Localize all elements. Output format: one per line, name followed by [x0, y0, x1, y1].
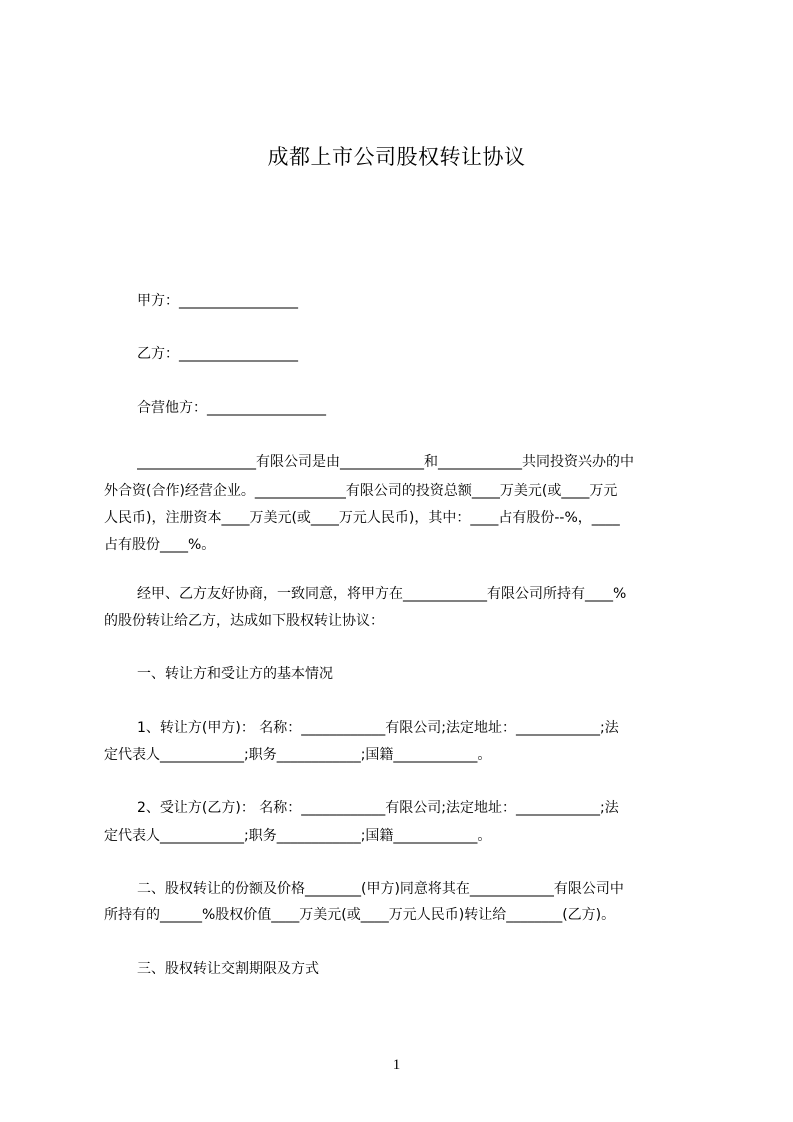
- transferor-line-2: 定代表人____________;职务____________;国籍____________。: [104, 747, 492, 763]
- page-number: 1: [392, 1057, 401, 1073]
- party-b-line: 乙方：_________________: [137, 346, 298, 362]
- intro-line-4: 占有股份____%。: [104, 537, 216, 553]
- agreement-line-1: 经甲、乙方友好协商，一致同意，将甲方在____________有限公司所持有____%: [137, 586, 627, 602]
- section-2-line-1: 二、股权转让的份额及价格________(甲方)同意将其在____________有限公司中: [137, 881, 624, 897]
- intro-line-1: _________________有限公司是由____________和____________共同投资兴办的中: [137, 454, 634, 470]
- party-a-line: 甲方：_________________: [137, 293, 298, 309]
- transferee-line-2: 定代表人____________;职务____________;国籍____________。: [104, 828, 492, 844]
- transferee-line-1: 2、受让方(乙方)： 名称：____________有限公司;法定地址：____________;法: [137, 800, 619, 816]
- intro-line-2: 外合资(合作)经营企业。_____________有限公司的投资总额____万美元(或____万元: [104, 483, 618, 499]
- intro-line-3: 人民币)，注册资本____万美元(或____万元人民币)，其中：____占有股份--%，____: [104, 510, 620, 526]
- section-2-line-2: 所持有的______%股权价值____万美元(或____万元人民币)转让给________(乙方)。: [104, 907, 616, 923]
- other-party-line: 合营他方：_________________: [137, 400, 326, 416]
- section-3-heading: 三、股权转让交割期限及方式: [137, 961, 319, 977]
- transferor-line-1: 1、转让方(甲方)： 名称：____________有限公司;法定地址：____________;法: [137, 720, 619, 736]
- document-title: 成都上市公司股权转让协议: [267, 145, 526, 169]
- agreement-line-2: 的股份转让给乙方，达成如下股权转让协议：: [104, 613, 384, 629]
- section-1-heading: 一、转让方和受让方的基本情况: [137, 666, 333, 682]
